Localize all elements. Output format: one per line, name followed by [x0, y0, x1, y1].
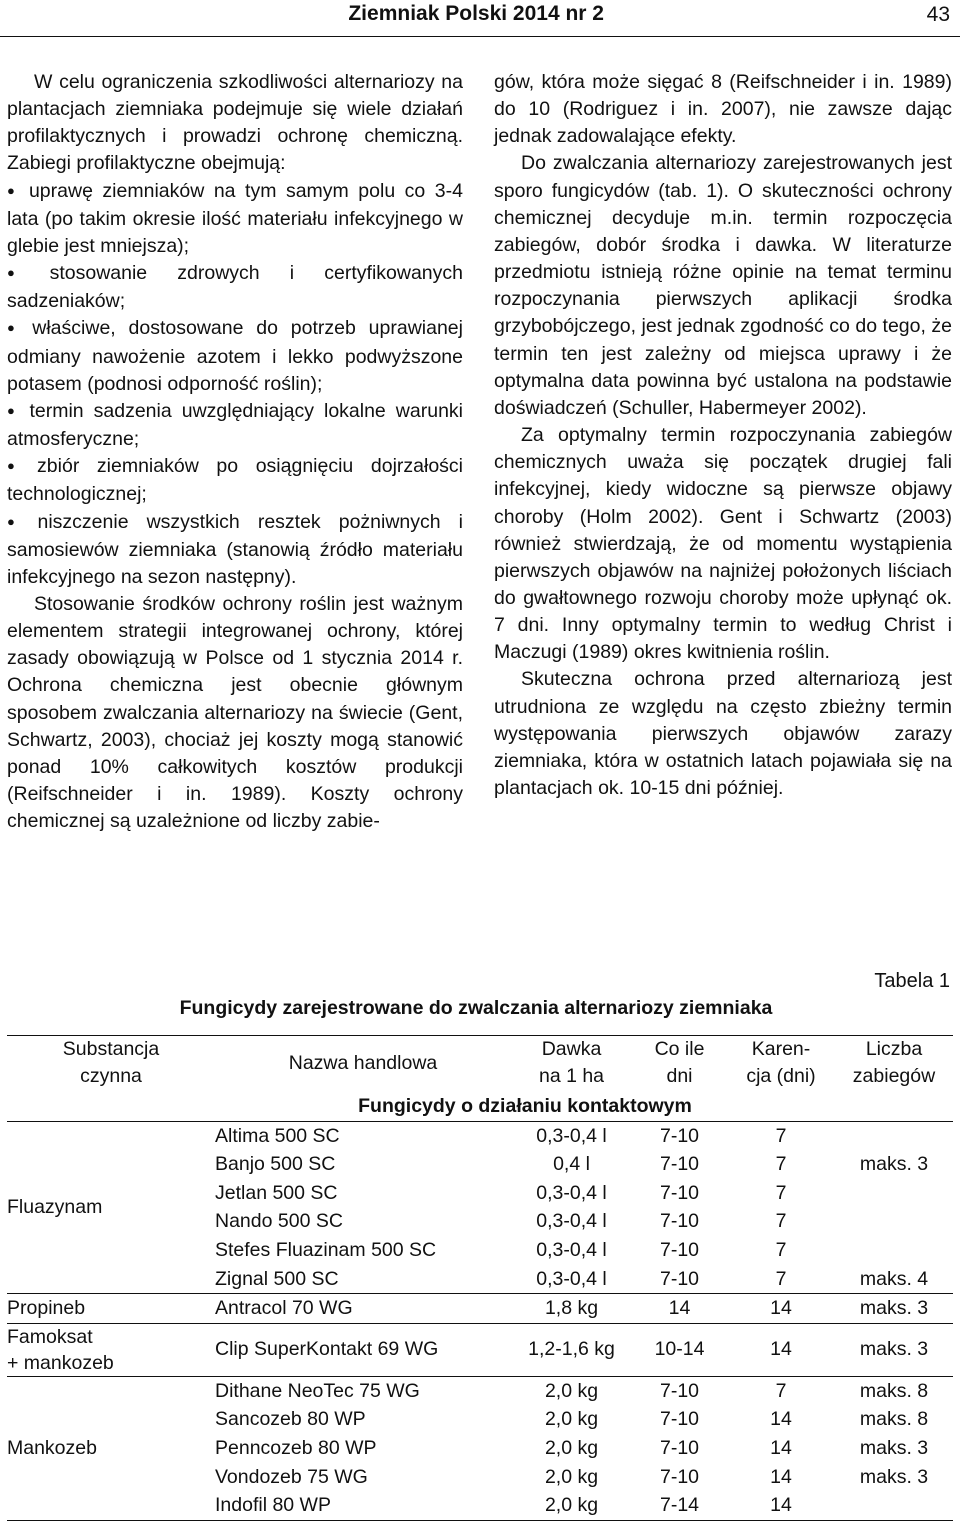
- right-column: [494, 69, 952, 802]
- bullet-item: ● termin sadzenia uwzględniający lokalne warunki atmosferyczne;: [7, 398, 463, 453]
- product-name: Dithane NeoTec 75 WG: [215, 1379, 420, 1402]
- substance-famoksat: [7, 1323, 215, 1376]
- header-dose-line2: na 1 ha: [538, 1065, 605, 1087]
- interval: 7-10: [659, 1181, 700, 1204]
- count: [835, 1236, 953, 1265]
- interval: 7-10: [659, 1436, 700, 1459]
- journal-title: Ziemniak Polski 2014 nr 2: [348, 2, 604, 25]
- table-header-row: [7, 1036, 953, 1093]
- header-count-line1: Liczba: [865, 1038, 923, 1060]
- product-name: Indofil 80 WP: [215, 1491, 511, 1520]
- bullet-item: ● niszczenie wszystkich resztek pożniwnych i samosiewów ziemniaka (stanowią źródło materiału infekcyjnego na sezon następny).: [7, 509, 463, 591]
- count: [835, 1491, 953, 1520]
- interval: 7-14: [632, 1491, 727, 1520]
- left-column: [7, 69, 463, 835]
- header-substance-line2: czynna: [80, 1065, 142, 1087]
- bullet-item: ● stosowanie zdrowych i certyfikowanych sadzeniaków;: [7, 260, 463, 315]
- dose: 2,0 kg: [544, 1436, 599, 1459]
- substance-fluazynam: Fluazynam: [7, 1121, 215, 1294]
- withdrawal: 7: [727, 1265, 835, 1294]
- header-substance-line1: Substancja: [62, 1038, 160, 1060]
- header-count: [835, 1036, 953, 1093]
- header-interval-line2: dni: [666, 1065, 693, 1087]
- dose: 0,3-0,4 l: [511, 1265, 632, 1294]
- header-dose-line1: Dawka: [541, 1038, 602, 1060]
- count: maks. 8: [859, 1379, 929, 1402]
- withdrawal: 14: [727, 1323, 835, 1376]
- page-header: [0, 0, 960, 37]
- substance-famoksat-line2: + mankozeb: [7, 1351, 114, 1374]
- table-row: [7, 1323, 953, 1376]
- dose: 0,3-0,4 l: [536, 1238, 607, 1261]
- header-name: Nazwa handlowa: [215, 1036, 511, 1093]
- withdrawal: 7: [775, 1379, 787, 1402]
- product-name: Penncozeb 80 WP: [215, 1436, 377, 1459]
- interval: 10-14: [632, 1323, 727, 1376]
- dose: 0,3-0,4 l: [536, 1181, 607, 1204]
- withdrawal: 7: [775, 1153, 787, 1176]
- withdrawal: 7: [775, 1210, 787, 1233]
- interval: 7-10: [659, 1408, 700, 1431]
- dose: 0,4 l: [553, 1153, 590, 1176]
- dose: 0,3-0,4 l: [536, 1210, 607, 1233]
- count: maks. 3: [859, 1153, 929, 1176]
- interval: 7-10: [659, 1465, 700, 1488]
- section-row: [7, 1092, 953, 1121]
- count: maks. 4: [835, 1265, 953, 1294]
- header-interval-line1: Co ile: [654, 1038, 705, 1060]
- product-name: Vondozeb 75 WG: [215, 1465, 368, 1488]
- withdrawal: 14: [727, 1294, 835, 1324]
- withdrawal: 14: [727, 1491, 835, 1520]
- table-number: Tabela 1: [874, 970, 950, 992]
- product-name: Altima 500 SC: [215, 1124, 340, 1147]
- bullet-item: ● właściwe, dostosowane do potrzeb uprawianej odmiany nawożenie azotem i lekko podwyższone potasem (podnosi odporność roślin);: [7, 315, 463, 397]
- section-label: Fungicydy o działaniu kontaktowym: [358, 1095, 692, 1117]
- count: [835, 1179, 953, 1208]
- count: maks. 3: [859, 1436, 929, 1459]
- table-row: [7, 1121, 953, 1150]
- header-interval: [632, 1036, 727, 1093]
- withdrawal: 14: [770, 1465, 792, 1488]
- product-name: Antracol 70 WG: [215, 1294, 511, 1324]
- substance-mankozeb: Mankozeb: [7, 1376, 215, 1520]
- interval: 7-10: [632, 1265, 727, 1294]
- table-row: [7, 1376, 953, 1405]
- header-withdrawal: [727, 1036, 835, 1093]
- product-name: Jetlan 500 SC: [215, 1181, 338, 1204]
- table-row: [7, 1294, 953, 1324]
- product-name: Nando 500 SC: [215, 1210, 343, 1233]
- product-name: Banjo 500 SC: [215, 1153, 336, 1176]
- dose: 0,3-0,4 l: [536, 1124, 607, 1147]
- withdrawal: 14: [770, 1408, 792, 1431]
- body-paragraph: Skuteczna ochrona przed alternariozą jest utrudniona ze względu na często zbieżny termin występowania pierwszych objawów zarazy ziemniaka, która w ostatnich latach pojawiała się na plantacjach ok. 10-15 dni później.: [494, 668, 952, 800]
- dose: 2,0 kg: [544, 1408, 599, 1431]
- body-paragraph: Do zwalczania alternariozy zarejestrowanych jest sporo fungicydów (tab. 1). O skuteczności ochrony chemicznej decyduje m.in. termin rozpoczęcia zabiegów, dobór środka i dawka. W literaturze przedmiotu istnieją różne opinie na temat terminu rozpoczynania pierwszych aplikacji środka grzybobójczego, jest jednak zgodność co do tego, że termin ten jest zależny od miejsca uprawy i że optymalna data powinna być ustalona na podstawie doświadczeń (Schuller, Habermeyer 2002).: [494, 152, 952, 419]
- count: [835, 1207, 953, 1236]
- product-name: Clip SuperKontakt 69 WG: [215, 1323, 511, 1376]
- product-name: Stefes Fluazinam 500 SC: [215, 1238, 437, 1261]
- count: maks. 3: [835, 1323, 953, 1376]
- interval: 7-10: [659, 1238, 700, 1261]
- header-withdrawal-line1: Karen-: [751, 1038, 811, 1060]
- product-name: Zignal 500 SC: [215, 1265, 511, 1294]
- substance-famoksat-line1: Famoksat: [7, 1325, 93, 1348]
- dose: 2,0 kg: [544, 1379, 599, 1402]
- product-name: Sancozeb 80 WP: [215, 1408, 366, 1431]
- count: maks. 3: [835, 1294, 953, 1324]
- dose: 1,2-1,6 kg: [511, 1323, 632, 1376]
- withdrawal: 7: [775, 1238, 787, 1261]
- interval: 7-10: [659, 1379, 700, 1402]
- withdrawal: 7: [775, 1124, 787, 1147]
- header-dose: [511, 1036, 632, 1093]
- page-number: 43: [926, 3, 950, 26]
- interval: 7-10: [659, 1210, 700, 1233]
- body-paragraph: gów, która może sięgać 8 (Reifschneider i in. 1989) do 10 (Rodriguez i in. 2007), nie zawsze dając jednak zadowalające efekty.: [494, 71, 952, 148]
- header-count-line2: zabiegów: [852, 1065, 936, 1087]
- count: maks. 8: [859, 1408, 929, 1431]
- table-title-text: Fungicydy zarejestrowane do zwalczania alternariozy ziemniaka: [179, 997, 773, 1019]
- withdrawal: 7: [775, 1181, 787, 1204]
- interval: 14: [632, 1294, 727, 1324]
- fungicide-table: [7, 1035, 953, 1521]
- bullet-item: ● zbiór ziemniaków po osiągnięciu dojrzałości technologicznej;: [7, 453, 463, 508]
- interval: 7-10: [659, 1153, 700, 1176]
- table-title: [0, 997, 960, 1020]
- body-paragraph: Stosowanie środków ochrony roślin jest ważnym elementem strategii integrowanej ochrony, której zasady obowiązują w Polsce od 1 stycznia 2014 r. Ochrona chemiczna jest obecnie głównym sposobem zwalczania alternariozy na świecie (Gent, Schwartz, 2003), chociaż jej koszty mogą stanowić ponad 10% całkowitych kosztów produkcji (Reifschneider i in. 1989). Koszty ochrony chemicznej są uzależnione od liczby zabie-: [7, 592, 463, 833]
- withdrawal: 14: [770, 1436, 792, 1459]
- dose: 2,0 kg: [544, 1465, 599, 1488]
- header-withdrawal-line2: cja (dni): [746, 1065, 816, 1087]
- header-substance: [7, 1036, 215, 1093]
- intro-paragraph: W celu ograniczenia szkodliwości alternariozy na plantacjach ziemniaka podejmuje się wiele działań profilaktycznych i prowadzi ochronę chemiczną. Zabiegi profilaktyczne obejmują:: [7, 71, 463, 175]
- substance-propineb: Propineb: [7, 1294, 215, 1324]
- count: [835, 1121, 953, 1150]
- interval: 7-10: [659, 1124, 700, 1147]
- bullet-item: ● uprawę ziemniaków na tym samym polu co 3-4 lata (po takim okresie ilość materiału infekcyjnego w glebie jest mniejsza);: [7, 178, 463, 260]
- body-paragraph: Za optymalny termin rozpoczynania zabiegów chemicznych uważa się początek drugiej fali infekcyjnej, kiedy widoczne są pierwsze objawy choroby (Holm 2002). Gent i Schwartz (2003) również stwierdzają, że od momentu wystąpienia pierwszych objawów na najniżej położonych liściach do gwałtownego rozwoju choroby może upłynąć ok. 7 dni. Inny optymalny termin to według Christ i Maczugi (1989) okres kwitnienia roślin.: [494, 424, 952, 664]
- dose: 1,8 kg: [511, 1294, 632, 1324]
- dose: 2,0 kg: [511, 1491, 632, 1520]
- count: maks. 3: [859, 1465, 929, 1488]
